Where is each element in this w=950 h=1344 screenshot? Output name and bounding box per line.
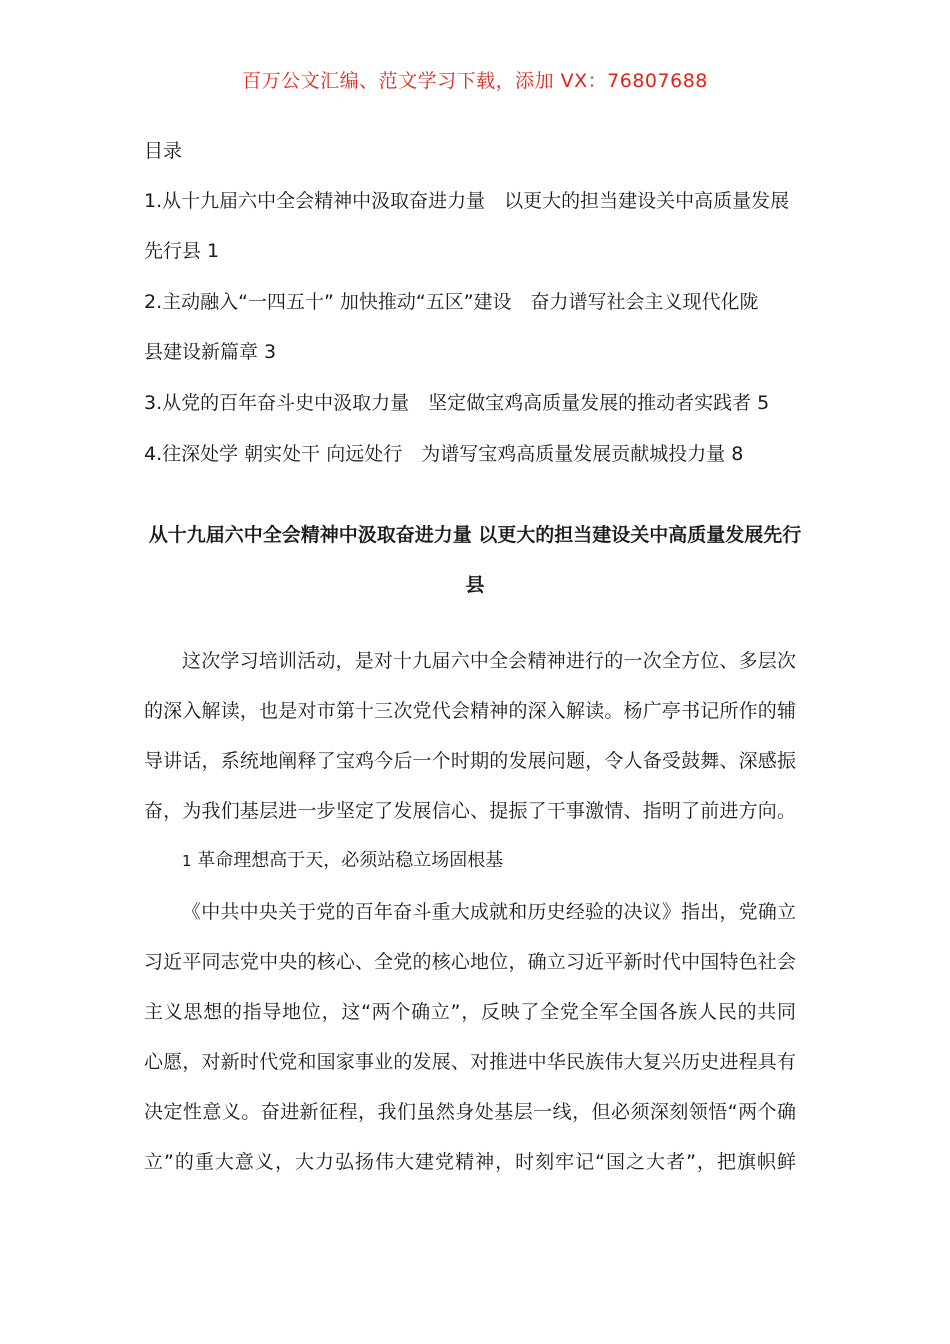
section-title: 革命理想高于天，必须站稳立场固根基 xyxy=(197,850,504,871)
paragraph-line: 主义思想的指导地位，这“两个确立”，反映了全党全军全国各族人民的共同 xyxy=(144,1001,796,1023)
toc-line: 县建设新篇章 3 xyxy=(144,341,277,363)
promo-banner: 百万公文汇编、范文学习下载，添加 VX：76807688 xyxy=(242,70,708,92)
toc-line: 3.从党的百年奋斗史中汲取力量 坚定做宝鸡高质量发展的推动者实践者 5 xyxy=(144,392,770,414)
paragraph-line: 这次学习培训活动，是对十九届六中全会精神进行的一次全方位、多层次 xyxy=(182,650,796,672)
paragraph-line: 奋，为我们基层进一步坚定了发展信心、提振了干事激情、指明了前进方向。 xyxy=(144,800,796,822)
paragraph-line: 立”的重大意义，大力弘扬伟大建党精神，时刻牢记“国之大者”，把旗帜鲜 xyxy=(144,1151,796,1173)
paragraph-line: 心愿，对新时代党和国家事业的发展、对推进中华民族伟大复兴历史进程具有 xyxy=(144,1051,796,1073)
section-number: 1 xyxy=(182,852,192,870)
toc-line: 2.主动融入“一四五十” 加快推动“五区”建设 奋力谱写社会主义现代化陇 xyxy=(144,291,759,313)
paragraph-line: 导讲话，系统地阐释了宝鸡今后一个时期的发展问题，令人备受鼓舞、深感振 xyxy=(144,750,796,772)
paragraph-line: 的深入解读，也是对市第十三次党代会精神的深入解读。杨广亭书记所作的辅 xyxy=(144,700,796,722)
paragraph-line: 《中共中央关于党的百年奋斗重大成就和历史经验的决议》指出，党确立 xyxy=(182,901,796,923)
toc-line: 先行县 1 xyxy=(144,240,220,262)
toc-line: 4.往深处学 朝实处干 向远处行 为谱写宝鸡高质量发展贡献城投力量 8 xyxy=(144,443,744,465)
section-heading xyxy=(182,847,503,875)
article-title-line-2: 县 xyxy=(465,574,485,596)
article-title-line-1: 从十九届六中全会精神中汲取奋进力量 以更大的担当建设关中高质量发展先行 xyxy=(148,524,802,546)
paragraph-line: 习近平同志党中央的核心、全党的核心地位，确立习近平新时代中国特色社会 xyxy=(144,951,796,973)
toc-line: 1.从十九届六中全会精神中汲取奋进力量 以更大的担当建设关中高质量发展 xyxy=(144,190,790,212)
toc-title: 目录 xyxy=(144,140,183,162)
paragraph-line: 决定性意义。奋进新征程，我们虽然身处基层一线，但必须深刻领悟“两个确 xyxy=(144,1101,796,1123)
